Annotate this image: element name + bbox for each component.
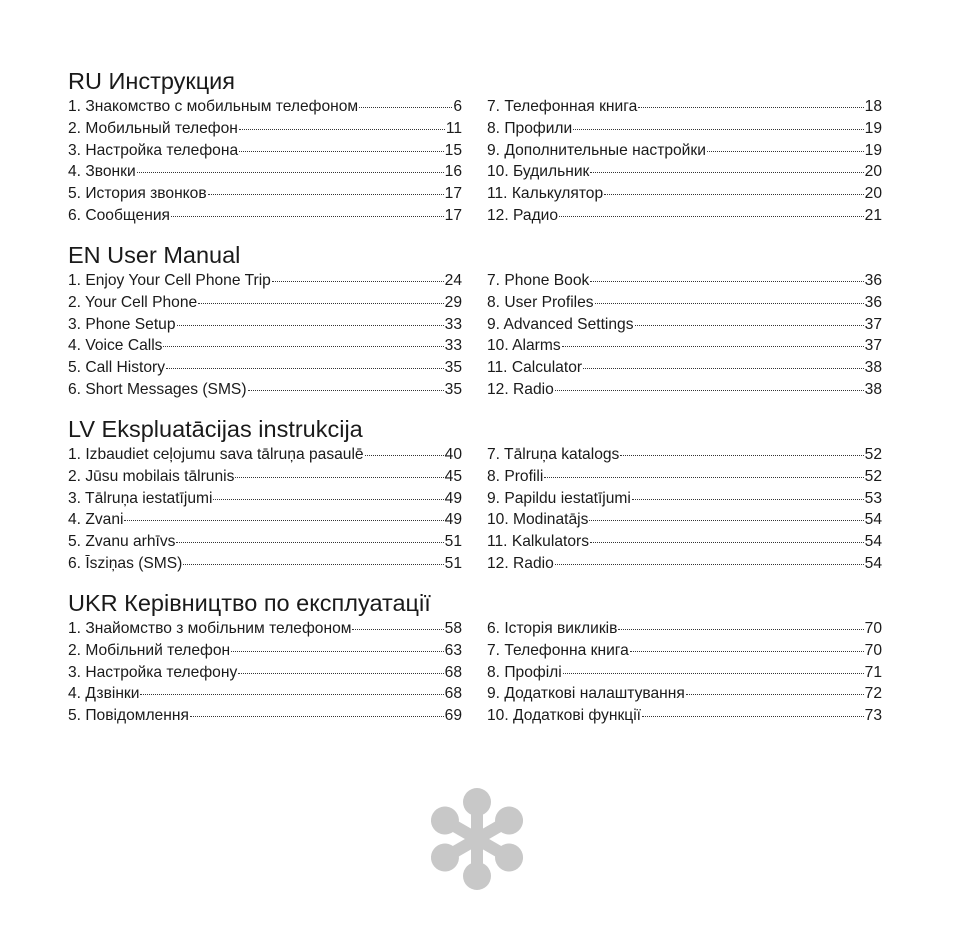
toc-entry-label: 11. Calculator bbox=[487, 359, 583, 376]
toc-entry-label: 10. Будильник bbox=[487, 163, 590, 181]
toc-entry[interactable] bbox=[487, 683, 882, 705]
toc-entry-label: 7. Телефонна книга bbox=[487, 641, 629, 659]
toc-entry[interactable] bbox=[487, 379, 882, 401]
dot-leader bbox=[238, 672, 443, 674]
toc-entry-label: 3. Настройка телефону bbox=[68, 663, 238, 681]
toc-entry-page: 51 bbox=[444, 554, 462, 572]
toc-entry-page: 18 bbox=[864, 98, 882, 115]
toc-entry-page: 17 bbox=[444, 185, 462, 202]
toc-column-left bbox=[68, 270, 462, 401]
toc-entry-label: 2. Your Cell Phone bbox=[68, 293, 198, 311]
toc-entry-page: 68 bbox=[444, 685, 462, 703]
toc-entry-page: 54 bbox=[864, 554, 882, 572]
toc-entry-page: 37 bbox=[864, 337, 882, 355]
toc-entry-page: 37 bbox=[864, 315, 882, 333]
toc-entry-label: 12. Radio bbox=[487, 554, 554, 572]
toc-entry-label: 4. Zvani bbox=[68, 511, 124, 529]
toc-entry-page: 35 bbox=[444, 359, 462, 376]
dot-leader bbox=[272, 280, 444, 282]
toc-entry[interactable] bbox=[487, 292, 882, 314]
dot-leader bbox=[176, 541, 443, 543]
toc-entry-page: 45 bbox=[444, 467, 462, 485]
dot-leader bbox=[544, 476, 863, 478]
toc-entry-page: 52 bbox=[864, 446, 882, 463]
toc-entry-label: 1. Знакомство с мобильным телефоном bbox=[68, 98, 359, 115]
toc-entry-label: 8. Профили bbox=[487, 119, 573, 137]
toc-entry-label: 5. Call History bbox=[68, 359, 166, 376]
dot-leader bbox=[352, 628, 443, 630]
toc-entry-page: 58 bbox=[444, 620, 462, 637]
toc-entry[interactable] bbox=[487, 531, 882, 553]
toc-entry-label: 10. Modinatājs bbox=[487, 511, 589, 529]
toc-entry-page: 49 bbox=[444, 511, 462, 529]
toc-entry-page: 16 bbox=[444, 163, 462, 181]
toc-entry[interactable] bbox=[487, 357, 882, 379]
toc-entry-page: 11 bbox=[445, 119, 462, 137]
toc-entry-label: 8. User Profiles bbox=[487, 293, 594, 311]
toc-entry-label: 9. Advanced Settings bbox=[487, 315, 634, 333]
toc-entry-page: 69 bbox=[444, 707, 462, 724]
section-title: UKR Керівництво по експлуатації bbox=[68, 590, 431, 616]
toc-entry-page: 54 bbox=[864, 533, 882, 550]
toc-column-left bbox=[68, 444, 462, 575]
toc-entry-label: 6. Сообщения bbox=[68, 206, 170, 224]
toc-entry-label: 9. Papildu iestatījumi bbox=[487, 489, 631, 507]
toc-entry-label: 3. Phone Setup bbox=[68, 315, 176, 333]
toc-entry[interactable] bbox=[487, 183, 882, 205]
toc-entry[interactable] bbox=[68, 205, 462, 227]
toc-columns bbox=[68, 96, 882, 236]
toc-entry-label: 6. Īsziņas (SMS) bbox=[68, 554, 183, 572]
toc-entry[interactable] bbox=[68, 488, 462, 510]
toc-entry-label: 6. Історія викликів bbox=[487, 620, 618, 637]
toc-entry-label: 2. Мобільний телефон bbox=[68, 641, 231, 659]
toc-entry-label: 12. Радио bbox=[487, 206, 559, 224]
dot-leader bbox=[620, 454, 863, 456]
toc-entry-page: 33 bbox=[444, 337, 462, 355]
toc-entry-page: 73 bbox=[864, 707, 882, 724]
dot-leader bbox=[140, 693, 443, 695]
toc-entry-page: 38 bbox=[864, 359, 882, 376]
toc-entry-page: 53 bbox=[864, 489, 882, 507]
toc-column-right bbox=[487, 618, 882, 727]
toc-entry[interactable] bbox=[68, 466, 462, 488]
dot-leader bbox=[248, 389, 444, 391]
toc-entry-label: 8. Профілі bbox=[487, 663, 562, 681]
toc-column-right bbox=[487, 270, 882, 401]
toc-entry[interactable] bbox=[68, 618, 462, 640]
dot-leader bbox=[171, 215, 444, 217]
toc-entry[interactable] bbox=[68, 314, 462, 336]
toc-entry-page: 70 bbox=[864, 620, 882, 637]
dot-leader bbox=[208, 193, 444, 195]
dot-leader bbox=[239, 128, 445, 130]
toc-entry-label: 5. История звонков bbox=[68, 185, 207, 202]
toc-entry-page: 70 bbox=[864, 641, 882, 659]
toc-entry[interactable] bbox=[487, 618, 882, 640]
toc-entry[interactable] bbox=[487, 161, 882, 183]
dot-leader bbox=[235, 476, 443, 478]
dot-leader bbox=[555, 389, 864, 391]
dot-leader bbox=[137, 171, 444, 173]
dot-leader bbox=[595, 302, 864, 304]
dot-leader bbox=[183, 563, 443, 565]
toc-entry[interactable] bbox=[487, 96, 882, 118]
dot-leader bbox=[618, 628, 863, 630]
toc-entry[interactable] bbox=[487, 640, 882, 662]
toc-entry[interactable] bbox=[487, 314, 882, 336]
dot-leader bbox=[635, 324, 864, 326]
toc-section-en bbox=[68, 241, 882, 410]
toc-entry[interactable] bbox=[68, 640, 462, 662]
toc-entry-page: 72 bbox=[864, 685, 882, 703]
dot-leader bbox=[163, 345, 443, 347]
toc-entry[interactable] bbox=[487, 444, 882, 466]
toc-entry-page: 38 bbox=[864, 380, 882, 398]
toc-entry[interactable] bbox=[68, 379, 462, 401]
toc-entry[interactable] bbox=[487, 553, 882, 575]
toc-entry-label: 12. Radio bbox=[487, 380, 554, 398]
dot-leader bbox=[589, 519, 863, 521]
toc-entry[interactable] bbox=[487, 466, 882, 488]
dot-leader bbox=[563, 672, 864, 674]
dot-leader bbox=[686, 693, 864, 695]
dot-leader bbox=[166, 367, 444, 369]
toc-entry-label: 9. Додаткові налаштування bbox=[487, 685, 685, 703]
toc-column-right bbox=[487, 444, 882, 575]
toc-entry[interactable] bbox=[68, 161, 462, 183]
toc-entry[interactable] bbox=[68, 292, 462, 314]
toc-entry-page: 29 bbox=[444, 293, 462, 311]
toc-entry-label: 1. Enjoy Your Cell Phone Trip bbox=[68, 272, 271, 289]
toc-entry-label: 2. Мобильный телефон bbox=[68, 119, 238, 137]
toc-entry[interactable] bbox=[487, 118, 882, 140]
dot-leader bbox=[562, 345, 864, 347]
toc-entry-label: 9. Дополнительные настройки bbox=[487, 141, 706, 159]
dot-leader bbox=[559, 215, 864, 217]
section-title: EN User Manual bbox=[68, 242, 241, 268]
toc-column-left bbox=[68, 96, 462, 227]
toc-entry[interactable] bbox=[68, 662, 462, 684]
toc-entry-page: 71 bbox=[864, 663, 882, 681]
toc-entry[interactable] bbox=[68, 96, 462, 118]
toc-entry[interactable] bbox=[487, 205, 882, 227]
toc-entry[interactable] bbox=[68, 683, 462, 705]
toc-entry-label: 2. Jūsu mobilais tālrunis bbox=[68, 467, 235, 485]
dot-leader bbox=[365, 454, 444, 456]
dot-leader bbox=[590, 171, 863, 173]
toc-column-left bbox=[68, 618, 462, 727]
dot-leader bbox=[590, 280, 863, 282]
toc-entry[interactable] bbox=[68, 444, 462, 466]
toc-entry[interactable] bbox=[487, 335, 882, 357]
toc-entry[interactable] bbox=[487, 662, 882, 684]
toc-entry-page: 68 bbox=[444, 663, 462, 681]
toc-entry[interactable] bbox=[68, 509, 462, 531]
toc-entry-page: 20 bbox=[864, 185, 882, 202]
flower-logo-shape bbox=[426, 788, 528, 890]
toc-entry-label: 6. Short Messages (SMS) bbox=[68, 380, 247, 398]
dot-leader bbox=[604, 193, 864, 195]
toc-entry-page: 52 bbox=[864, 467, 882, 485]
dot-leader bbox=[642, 715, 864, 717]
dot-leader bbox=[177, 324, 444, 326]
toc-entry-page: 20 bbox=[864, 163, 882, 181]
dot-leader bbox=[590, 541, 864, 543]
toc-entry-label: 1. Izbaudiet ceļojumu sava tālruņa pasaulē bbox=[68, 446, 364, 463]
toc-entry-label: 4. Звонки bbox=[68, 163, 136, 181]
toc-entry-label: 8. Profili bbox=[487, 467, 544, 485]
toc-entry[interactable] bbox=[68, 270, 462, 292]
dot-leader bbox=[359, 106, 452, 108]
dot-leader bbox=[124, 519, 443, 521]
toc-entry-page: 19 bbox=[864, 141, 882, 159]
toc-entry-label: 1. Знайомство з мобільним телефоном bbox=[68, 620, 352, 637]
toc-section-ukr bbox=[68, 589, 882, 758]
flower-logo-icon bbox=[423, 787, 531, 891]
toc-columns bbox=[68, 270, 882, 410]
toc-entry-page: 24 bbox=[444, 272, 462, 289]
toc-entry-page: 40 bbox=[444, 446, 462, 463]
toc-entry-page: 49 bbox=[444, 489, 462, 507]
toc-entry-label: 4. Дзвінки bbox=[68, 685, 140, 703]
toc-entry[interactable] bbox=[487, 270, 882, 292]
dot-leader bbox=[213, 498, 443, 500]
toc-entry[interactable] bbox=[487, 488, 882, 510]
toc-column-right bbox=[487, 96, 882, 227]
toc-entry-label: 7. Phone Book bbox=[487, 272, 590, 289]
toc-entry-label: 7. Tālruņa katalogs bbox=[487, 446, 620, 463]
toc-entry[interactable] bbox=[68, 335, 462, 357]
toc-entry[interactable] bbox=[68, 118, 462, 140]
toc-entry-label: 5. Повідомлення bbox=[68, 707, 189, 724]
toc-entry-label: 10. Alarms bbox=[487, 337, 561, 355]
toc-entry-page: 35 bbox=[444, 380, 462, 398]
dot-leader bbox=[231, 650, 443, 652]
toc-entry-label: 3. Настройка телефона bbox=[68, 141, 239, 159]
toc-entry-page: 15 bbox=[444, 141, 462, 159]
section-title: RU Инструкция bbox=[68, 68, 236, 94]
toc-entry[interactable] bbox=[68, 357, 462, 379]
toc-entry-page: 19 bbox=[864, 119, 882, 137]
dot-leader bbox=[555, 563, 864, 565]
toc-entry-page: 36 bbox=[864, 272, 882, 289]
toc-entry-label: 10. Додаткові функції bbox=[487, 707, 642, 724]
dot-leader bbox=[630, 650, 864, 652]
toc-entry[interactable] bbox=[487, 705, 882, 727]
toc-entry-label: 7. Телефонная книга bbox=[487, 98, 638, 115]
toc-entry-label: 3. Tālruņa iestatījumi bbox=[68, 489, 213, 507]
section-title: LV Ekspluatācijas instrukcija bbox=[68, 416, 363, 442]
toc-entry[interactable] bbox=[68, 140, 462, 162]
toc-entry[interactable] bbox=[487, 509, 882, 531]
toc-entry-label: 4. Voice Calls bbox=[68, 337, 163, 355]
toc-entry-label: 5. Zvanu arhīvs bbox=[68, 533, 176, 550]
toc-section-lv bbox=[68, 415, 882, 584]
toc-columns bbox=[68, 618, 882, 758]
dot-leader bbox=[573, 128, 863, 130]
toc-entry[interactable] bbox=[68, 531, 462, 553]
dot-leader bbox=[638, 106, 863, 108]
toc-entry[interactable] bbox=[68, 705, 462, 727]
toc-entry-page: 63 bbox=[444, 641, 462, 659]
toc-entry-label: 11. Калькулятор bbox=[487, 185, 604, 202]
dot-leader bbox=[239, 150, 444, 152]
toc-columns bbox=[68, 444, 882, 584]
toc-entry-page: 51 bbox=[444, 533, 462, 550]
dot-leader bbox=[632, 498, 864, 500]
toc-entry-page: 21 bbox=[864, 206, 882, 224]
toc-entry[interactable] bbox=[68, 183, 462, 205]
toc-entry-page: 6 bbox=[453, 98, 462, 115]
dot-leader bbox=[198, 302, 443, 304]
toc-entry-page: 17 bbox=[444, 206, 462, 224]
dot-leader bbox=[707, 150, 864, 152]
toc-entry[interactable] bbox=[487, 140, 882, 162]
toc-section-ru bbox=[68, 67, 882, 236]
toc-entry-page: 33 bbox=[444, 315, 462, 333]
toc-entry-page: 36 bbox=[864, 293, 882, 311]
dot-leader bbox=[583, 367, 864, 369]
dot-leader bbox=[190, 715, 444, 717]
toc-entry[interactable] bbox=[68, 553, 462, 575]
toc-entry-page: 54 bbox=[864, 511, 882, 529]
toc-entry-label: 11. Kalkulators bbox=[487, 533, 589, 550]
